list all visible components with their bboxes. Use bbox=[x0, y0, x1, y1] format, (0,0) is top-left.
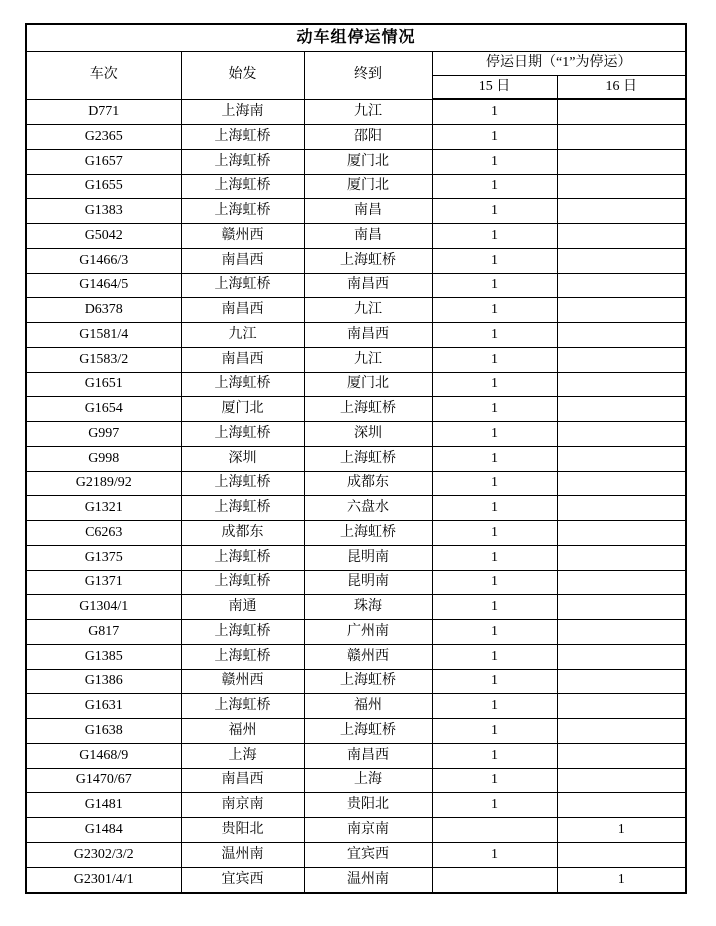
cell-day15-flag: 1 bbox=[432, 842, 557, 867]
table-row bbox=[26, 298, 686, 323]
cell-day16-flag bbox=[557, 149, 686, 174]
table-row bbox=[26, 446, 686, 471]
cell-destination-station: 上海虹桥 bbox=[304, 397, 432, 422]
cell-train-number: G1657 bbox=[26, 149, 181, 174]
table-title: 动车组停运情况 bbox=[26, 24, 686, 51]
table-row bbox=[26, 199, 686, 224]
cell-destination-station: 宜宾西 bbox=[304, 842, 432, 867]
cell-train-number: G1304/1 bbox=[26, 595, 181, 620]
table-row bbox=[26, 323, 686, 348]
cell-day15-flag: 1 bbox=[432, 149, 557, 174]
col-header-destination: 终到 bbox=[304, 51, 432, 99]
cell-origin-station: 上海虹桥 bbox=[181, 273, 304, 298]
table-row bbox=[26, 496, 686, 521]
cell-train-number: D771 bbox=[26, 99, 181, 125]
cell-origin-station: 上海虹桥 bbox=[181, 496, 304, 521]
cell-destination-station: 厦门北 bbox=[304, 149, 432, 174]
header-row-primary bbox=[26, 51, 686, 75]
cell-destination-station: 福州 bbox=[304, 694, 432, 719]
cell-train-number: G1583/2 bbox=[26, 347, 181, 372]
table-row bbox=[26, 149, 686, 174]
cell-day16-flag bbox=[557, 644, 686, 669]
cell-day16-flag bbox=[557, 595, 686, 620]
cell-origin-station: 上海南 bbox=[181, 99, 304, 125]
table-row bbox=[26, 842, 686, 867]
cell-day15-flag: 1 bbox=[432, 471, 557, 496]
cell-day16-flag bbox=[557, 422, 686, 447]
cell-day16-flag bbox=[557, 521, 686, 546]
cell-day15-flag: 1 bbox=[432, 298, 557, 323]
cell-day15-flag: 1 bbox=[432, 669, 557, 694]
cell-day16-flag bbox=[557, 694, 686, 719]
cell-destination-station: 六盘水 bbox=[304, 496, 432, 521]
cell-destination-station: 深圳 bbox=[304, 422, 432, 447]
cell-train-number: G1481 bbox=[26, 793, 181, 818]
col-header-suspension-group: 停运日期（“1”为停运） bbox=[432, 51, 686, 75]
cell-origin-station: 上海虹桥 bbox=[181, 620, 304, 645]
cell-train-number: G1371 bbox=[26, 570, 181, 595]
cell-destination-station: 南京南 bbox=[304, 818, 432, 843]
cell-origin-station: 南京南 bbox=[181, 793, 304, 818]
table-row bbox=[26, 793, 686, 818]
table-row bbox=[26, 174, 686, 199]
cell-train-number: G1638 bbox=[26, 719, 181, 744]
table-row bbox=[26, 867, 686, 893]
table-row bbox=[26, 397, 686, 422]
cell-train-number: G1464/5 bbox=[26, 273, 181, 298]
cell-day16-flag bbox=[557, 298, 686, 323]
cell-day16-flag bbox=[557, 99, 686, 125]
cell-origin-station: 温州南 bbox=[181, 842, 304, 867]
cell-day15-flag: 1 bbox=[432, 595, 557, 620]
cell-origin-station: 上海虹桥 bbox=[181, 644, 304, 669]
cell-day15-flag: 1 bbox=[432, 545, 557, 570]
cell-day15-flag: 1 bbox=[432, 620, 557, 645]
cell-day16-flag bbox=[557, 496, 686, 521]
cell-train-number: G1654 bbox=[26, 397, 181, 422]
cell-train-number: C6263 bbox=[26, 521, 181, 546]
cell-day15-flag: 1 bbox=[432, 224, 557, 249]
cell-destination-station: 南昌西 bbox=[304, 273, 432, 298]
cell-day15-flag: 1 bbox=[432, 99, 557, 125]
cell-origin-station: 深圳 bbox=[181, 446, 304, 471]
cell-day15-flag: 1 bbox=[432, 422, 557, 447]
cell-day15-flag: 1 bbox=[432, 521, 557, 546]
cell-day16-flag bbox=[557, 570, 686, 595]
cell-origin-station: 上海虹桥 bbox=[181, 174, 304, 199]
cell-origin-station: 南昌西 bbox=[181, 347, 304, 372]
cell-day16-flag bbox=[557, 248, 686, 273]
table-row bbox=[26, 372, 686, 397]
cell-train-number: G1466/3 bbox=[26, 248, 181, 273]
table-row bbox=[26, 125, 686, 150]
cell-day16-flag bbox=[557, 323, 686, 348]
cell-train-number: G2365 bbox=[26, 125, 181, 150]
cell-train-number: D6378 bbox=[26, 298, 181, 323]
cell-destination-station: 南昌 bbox=[304, 199, 432, 224]
cell-destination-station: 珠海 bbox=[304, 595, 432, 620]
cell-day16-flag: 1 bbox=[557, 867, 686, 893]
table-row bbox=[26, 521, 686, 546]
table-row bbox=[26, 644, 686, 669]
table-row bbox=[26, 768, 686, 793]
cell-day16-flag bbox=[557, 669, 686, 694]
table-row bbox=[26, 694, 686, 719]
table-row bbox=[26, 422, 686, 447]
cell-day16-flag bbox=[557, 793, 686, 818]
cell-day15-flag: 1 bbox=[432, 644, 557, 669]
cell-origin-station: 贵阳北 bbox=[181, 818, 304, 843]
cell-day16-flag bbox=[557, 199, 686, 224]
col-header-day15: 15 日 bbox=[432, 75, 557, 99]
cell-day15-flag: 1 bbox=[432, 397, 557, 422]
table-row bbox=[26, 224, 686, 249]
cell-destination-station: 邵阳 bbox=[304, 125, 432, 150]
table-row bbox=[26, 743, 686, 768]
cell-origin-station: 成都东 bbox=[181, 521, 304, 546]
cell-train-number: G1385 bbox=[26, 644, 181, 669]
cell-train-number: G1468/9 bbox=[26, 743, 181, 768]
cell-day15-flag bbox=[432, 818, 557, 843]
cell-day15-flag: 1 bbox=[432, 248, 557, 273]
cell-day15-flag: 1 bbox=[432, 323, 557, 348]
table-row bbox=[26, 347, 686, 372]
cell-destination-station: 上海虹桥 bbox=[304, 669, 432, 694]
cell-origin-station: 九江 bbox=[181, 323, 304, 348]
cell-train-number: G1375 bbox=[26, 545, 181, 570]
cell-day15-flag: 1 bbox=[432, 174, 557, 199]
cell-day15-flag: 1 bbox=[432, 372, 557, 397]
cell-train-number: G1321 bbox=[26, 496, 181, 521]
cell-destination-station: 上海虹桥 bbox=[304, 521, 432, 546]
cell-day16-flag bbox=[557, 719, 686, 744]
cell-origin-station: 赣州西 bbox=[181, 224, 304, 249]
cell-day16-flag bbox=[557, 545, 686, 570]
table-title-row bbox=[26, 24, 686, 51]
cell-day15-flag: 1 bbox=[432, 125, 557, 150]
cell-train-number: G1581/4 bbox=[26, 323, 181, 348]
cell-day16-flag bbox=[557, 620, 686, 645]
cell-day15-flag: 1 bbox=[432, 694, 557, 719]
cell-origin-station: 上海虹桥 bbox=[181, 199, 304, 224]
cell-day15-flag: 1 bbox=[432, 570, 557, 595]
cell-train-number: G817 bbox=[26, 620, 181, 645]
cell-day16-flag bbox=[557, 471, 686, 496]
cell-train-number: G1386 bbox=[26, 669, 181, 694]
table-row bbox=[26, 570, 686, 595]
cell-day16-flag bbox=[557, 347, 686, 372]
cell-origin-station: 上海虹桥 bbox=[181, 471, 304, 496]
cell-destination-station: 昆明南 bbox=[304, 545, 432, 570]
cell-destination-station: 上海虹桥 bbox=[304, 719, 432, 744]
cell-day15-flag bbox=[432, 867, 557, 893]
table-row bbox=[26, 818, 686, 843]
cell-day15-flag: 1 bbox=[432, 496, 557, 521]
cell-day16-flag bbox=[557, 125, 686, 150]
cell-destination-station: 成都东 bbox=[304, 471, 432, 496]
cell-origin-station: 南昌西 bbox=[181, 248, 304, 273]
cell-train-number: G2189/92 bbox=[26, 471, 181, 496]
cell-destination-station: 南昌 bbox=[304, 224, 432, 249]
cell-origin-station: 宜宾西 bbox=[181, 867, 304, 893]
cell-day15-flag: 1 bbox=[432, 719, 557, 744]
table-row bbox=[26, 273, 686, 298]
cell-day16-flag bbox=[557, 842, 686, 867]
cell-day15-flag: 1 bbox=[432, 768, 557, 793]
cell-origin-station: 南昌西 bbox=[181, 768, 304, 793]
cell-day16-flag bbox=[557, 224, 686, 249]
cell-origin-station: 上海虹桥 bbox=[181, 372, 304, 397]
cell-destination-station: 厦门北 bbox=[304, 174, 432, 199]
cell-destination-station: 贵阳北 bbox=[304, 793, 432, 818]
cell-day16-flag bbox=[557, 372, 686, 397]
table-row bbox=[26, 545, 686, 570]
cell-destination-station: 广州南 bbox=[304, 620, 432, 645]
cell-train-number: G997 bbox=[26, 422, 181, 447]
table-row bbox=[26, 595, 686, 620]
cell-origin-station: 赣州西 bbox=[181, 669, 304, 694]
cell-day15-flag: 1 bbox=[432, 273, 557, 298]
cell-origin-station: 上海虹桥 bbox=[181, 545, 304, 570]
cell-train-number: G1651 bbox=[26, 372, 181, 397]
cell-train-number: G5042 bbox=[26, 224, 181, 249]
cell-day15-flag: 1 bbox=[432, 199, 557, 224]
cell-destination-station: 昆明南 bbox=[304, 570, 432, 595]
cell-origin-station: 上海虹桥 bbox=[181, 422, 304, 447]
cell-train-number: G2302/3/2 bbox=[26, 842, 181, 867]
cell-day15-flag: 1 bbox=[432, 446, 557, 471]
cell-destination-station: 南昌西 bbox=[304, 323, 432, 348]
cell-destination-station: 厦门北 bbox=[304, 372, 432, 397]
table-row bbox=[26, 669, 686, 694]
cell-origin-station: 厦门北 bbox=[181, 397, 304, 422]
col-header-train: 车次 bbox=[26, 51, 181, 99]
cell-origin-station: 上海虹桥 bbox=[181, 570, 304, 595]
cell-destination-station: 上海虹桥 bbox=[304, 248, 432, 273]
cell-destination-station: 上海 bbox=[304, 768, 432, 793]
cell-origin-station: 上海 bbox=[181, 743, 304, 768]
cell-origin-station: 福州 bbox=[181, 719, 304, 744]
table-row bbox=[26, 471, 686, 496]
table-row bbox=[26, 248, 686, 273]
cell-destination-station: 九江 bbox=[304, 347, 432, 372]
cell-train-number: G2301/4/1 bbox=[26, 867, 181, 893]
cell-day15-flag: 1 bbox=[432, 347, 557, 372]
cell-destination-station: 南昌西 bbox=[304, 743, 432, 768]
cell-day15-flag: 1 bbox=[432, 743, 557, 768]
cell-day16-flag bbox=[557, 743, 686, 768]
cell-train-number: G1470/67 bbox=[26, 768, 181, 793]
col-header-day16: 16 日 bbox=[557, 75, 686, 99]
cell-origin-station: 上海虹桥 bbox=[181, 125, 304, 150]
cell-train-number: G1484 bbox=[26, 818, 181, 843]
cell-day16-flag bbox=[557, 174, 686, 199]
col-header-origin: 始发 bbox=[181, 51, 304, 99]
cell-day16-flag bbox=[557, 768, 686, 793]
cell-origin-station: 上海虹桥 bbox=[181, 694, 304, 719]
cell-train-number: G1383 bbox=[26, 199, 181, 224]
cell-train-number: G1655 bbox=[26, 174, 181, 199]
cell-train-number: G998 bbox=[26, 446, 181, 471]
cell-day16-flag bbox=[557, 446, 686, 471]
cell-day16-flag bbox=[557, 273, 686, 298]
cell-destination-station: 上海虹桥 bbox=[304, 446, 432, 471]
table-row bbox=[26, 99, 686, 125]
cell-destination-station: 赣州西 bbox=[304, 644, 432, 669]
cell-destination-station: 九江 bbox=[304, 298, 432, 323]
cell-day16-flag bbox=[557, 397, 686, 422]
table-row bbox=[26, 620, 686, 645]
table-body bbox=[26, 99, 686, 893]
cell-destination-station: 九江 bbox=[304, 99, 432, 125]
cell-origin-station: 上海虹桥 bbox=[181, 149, 304, 174]
cell-day15-flag: 1 bbox=[432, 793, 557, 818]
cell-origin-station: 南通 bbox=[181, 595, 304, 620]
cell-origin-station: 南昌西 bbox=[181, 298, 304, 323]
cell-destination-station: 温州南 bbox=[304, 867, 432, 893]
cell-train-number: G1631 bbox=[26, 694, 181, 719]
cell-day16-flag: 1 bbox=[557, 818, 686, 843]
table-row bbox=[26, 719, 686, 744]
train-suspension-table bbox=[25, 23, 687, 894]
